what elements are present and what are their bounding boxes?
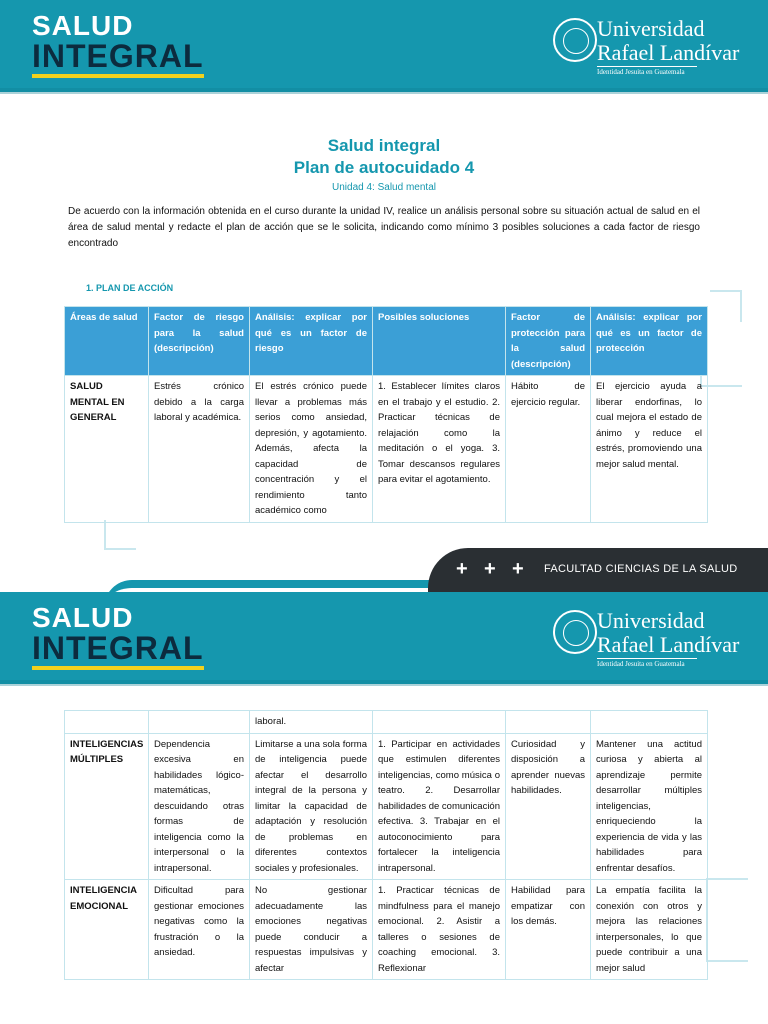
decor-shape: [710, 290, 742, 322]
header-cell: Análisis: explicar por qué es un factor de riesgo: [250, 307, 373, 376]
action-plan-table: [64, 306, 708, 523]
brand-underline: [32, 666, 204, 670]
risk-cell: Dificultad para gestionar emociones negativas como la frustración o la ansiedad.: [149, 880, 250, 980]
solutions-cell: 1. Participar en actividades que estimulen diferentes inteligencias, como música o teatro. 2. Desarrollar habilidades de comunicación efectiva. 3. Trabajar en el autoconocimiento para fortalecer la inteligencia intrapersonal.: [373, 733, 506, 880]
empty-cell: [591, 711, 708, 734]
university-seal-icon: [553, 610, 597, 654]
doc-intro: De acuerdo con la información obtenida en el curso durante la unidad IV, realice un análisis personal sobre su situación actual de salud en el área de salud mental y redacte el plan de acción que se le solicita, indicando como mínimo 3 posibles soluciones a cada factor de riesgo encontrado: [68, 206, 700, 249]
table-header-row: [65, 307, 708, 376]
table-row: [65, 376, 708, 523]
table-row: [65, 880, 708, 980]
brand-line-1: SALUD: [32, 602, 134, 633]
plus-icon: +: [456, 558, 468, 580]
decor-shape: [104, 520, 136, 550]
protection-cell: Hábito de ejercicio regular.: [506, 376, 591, 523]
university-tagline: Identidad Jesuita en Guatemala: [597, 66, 697, 76]
area-cell: INTELIGENCIA EMOCIONAL: [65, 880, 149, 980]
university-name-line-2: Rafael Landívar: [597, 632, 740, 657]
seal-inner-ring: [563, 620, 589, 646]
protection-analysis-cell: La empatía facilita la conexión con otros y mejora las relaciones interpersonales, lo que puede contribuir a una mejor salud: [591, 880, 708, 980]
seal-inner-ring: [563, 28, 589, 54]
empty-cell: [65, 711, 149, 734]
solutions-cell: 1. Establecer límites claros en el trabajo y el estudio. 2. Practicar técnicas de relajación como la meditación o el yoga. 3. Tomar descansos regulares para evitar el agotamiento.: [373, 376, 506, 523]
brand-line-2: INTEGRAL: [32, 38, 204, 74]
action-plan-table-continued: [64, 710, 708, 980]
brand-line-1: SALUD: [32, 10, 134, 41]
empty-cell: [149, 711, 250, 734]
risk-analysis-cell: Limitarse a una sola forma de inteligencia puede afectar el desarrollo integral de la persona y limitar la capacidad de adaptación y resolución de problemas en diferentes contextos sociales y profesionales.: [250, 733, 373, 880]
header-cell: Análisis: explicar por qué es un factor de protección: [591, 307, 708, 376]
risk-analysis-cell: El estrés crónico puede llevar a problemas más serios como ansiedad, depresión, y agotamiento. Además, afecta la capacidad de concentración y el rendimiento tanto académico como: [250, 376, 373, 523]
university-name-line-1: Universidad: [597, 608, 705, 633]
protection-cell: Habilidad para empatizar con los demás.: [506, 880, 591, 980]
protection-analysis-cell: El ejercicio ayuda a liberar endorfinas, lo cual mejora el estado de ánimo y reduce el estrés, promoviendo una mejor salud mental.: [591, 376, 708, 523]
plus-icon: +: [512, 558, 524, 580]
risk-analysis-cell: No gestionar adecuadamente las emociones negativas puede conducir a respuestas impulsivas y afectar: [250, 880, 373, 980]
header-band: [0, 592, 768, 684]
risk-cell: Estrés crónico debido a la carga laboral y académica.: [149, 376, 250, 523]
table-row: [65, 733, 708, 880]
footer-bar: [428, 548, 768, 592]
university-tagline: Identidad Jesuita en Guatemala: [597, 658, 697, 668]
brand-underline: [32, 74, 204, 78]
doc-unit: Unidad 4: Salud mental: [332, 182, 436, 193]
plan-heading: 1. PLAN DE ACCIÓN: [86, 283, 174, 293]
university-name-line-1: Universidad: [597, 16, 705, 41]
risk-analysis-cell: laboral.: [250, 711, 373, 734]
risk-cell: Dependencia excesiva en habilidades lógico-matemáticas, descuidando otras formas de inteligencia como la interpersonal o la intrapersonal.: [149, 733, 250, 880]
area-cell: SALUD MENTAL EN GENERAL: [65, 376, 149, 523]
protection-cell: Curiosidad y disposición a aprender nuevas habilidades.: [506, 733, 591, 880]
university-name-line-2: Rafael Landívar: [597, 40, 740, 65]
area-cell: INTELIGENCIAS MÚLTIPLES: [65, 733, 149, 880]
doc-title: Salud integral: [327, 136, 441, 155]
university-seal-icon: [553, 18, 597, 62]
header-cell: Factor de protección para la salud (descripción): [506, 307, 591, 376]
empty-cell: [373, 711, 506, 734]
plus-icon: +: [484, 558, 496, 580]
solutions-cell: 1. Practicar técnicas de mindfulness para el manejo emocional. 2. Asistir a talleres o sesiones de coaching emocional. 3. Reflexionar: [373, 880, 506, 980]
doc-subtitle: Plan de autocuidado 4: [293, 158, 475, 177]
protection-analysis-cell: Mantener una actitud curiosa y abierta al aprendizaje permite desarrollar múltiples inteligencias, enriqueciendo la experiencia de vida y las habilidades para enfrentar desafíos.: [591, 733, 708, 880]
brand-line-2: INTEGRAL: [32, 630, 204, 666]
table-row: [65, 711, 708, 734]
faculty-label: FACULTAD CIENCIAS DE LA SALUD: [544, 563, 738, 575]
header-cell: Posibles soluciones: [373, 307, 506, 376]
header-cell: Áreas de salud: [65, 307, 149, 376]
empty-cell: [506, 711, 591, 734]
header-cell: Factor de riesgo para la salud (descripción): [149, 307, 250, 376]
footer-arc: [104, 580, 444, 592]
header-band: [0, 0, 768, 92]
decor-shape: [706, 878, 748, 962]
